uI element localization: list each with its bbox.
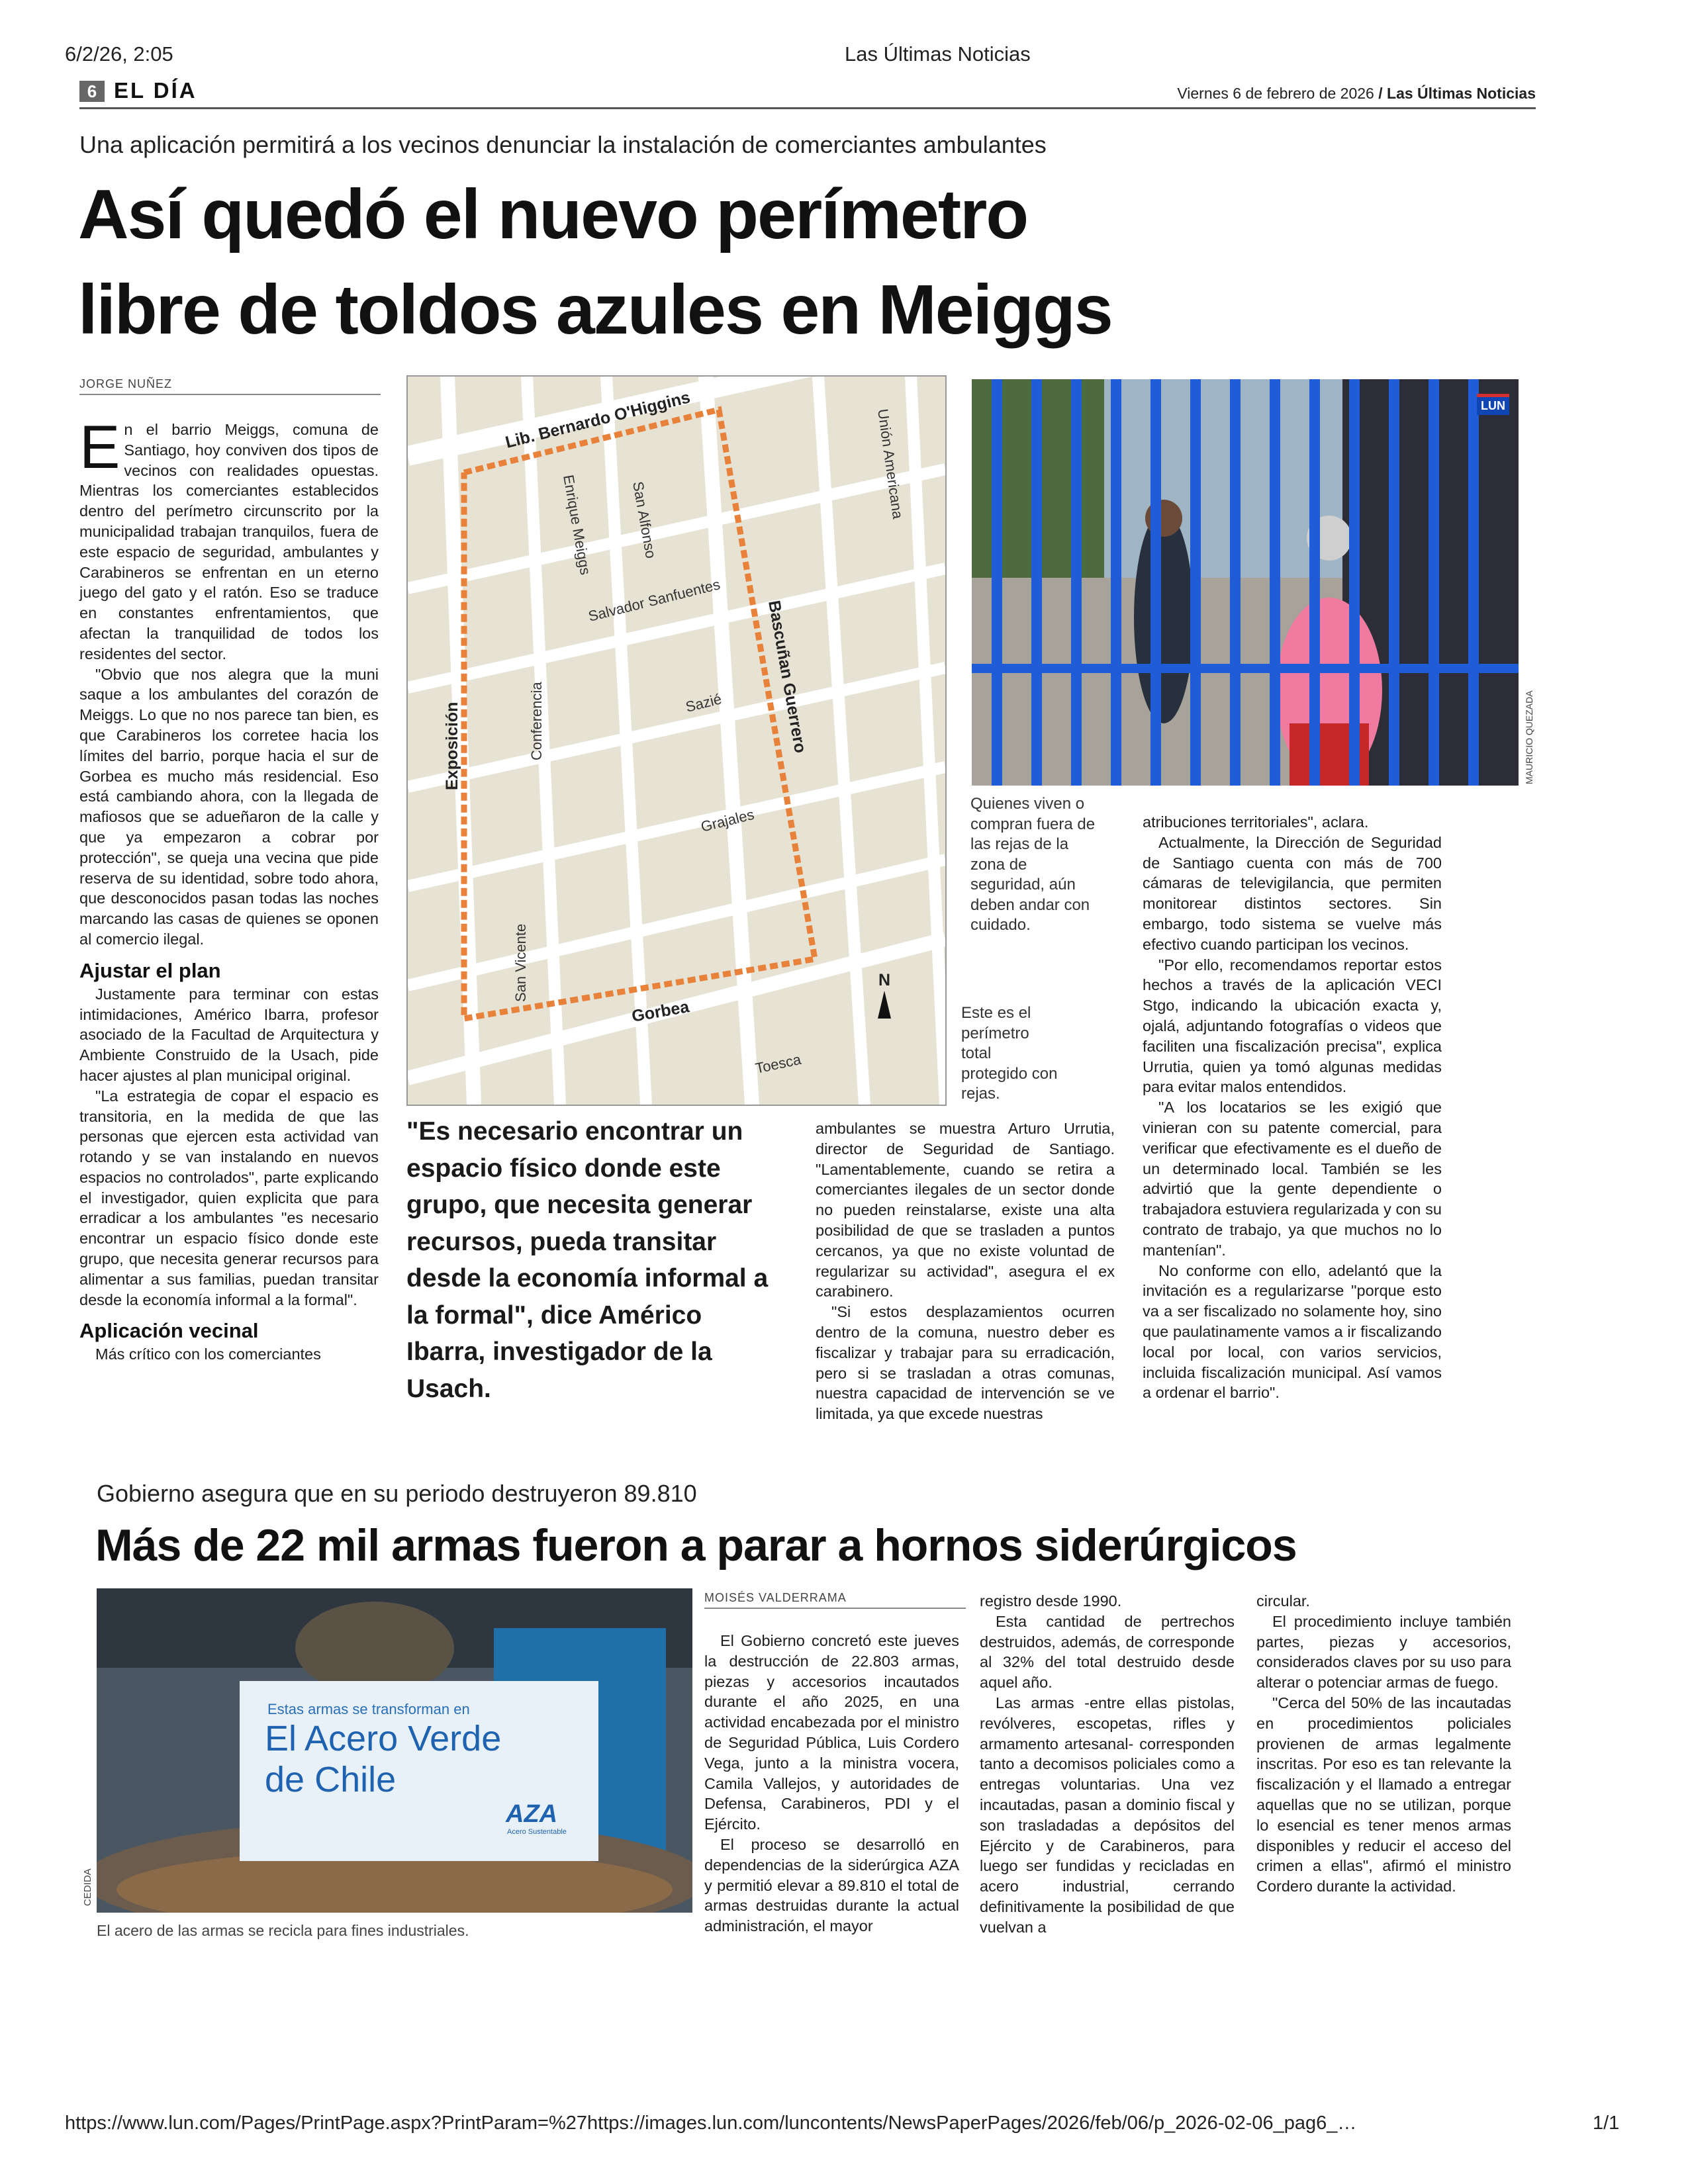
weapons-photo-caption: El acero de las armas se recicla para fines industriales.	[97, 1922, 469, 1939]
weapons-photo	[97, 1588, 692, 1913]
street-ohiggins: Lib. Bernardo O'Higgins	[503, 388, 692, 452]
article1-col3-paragraph-2: "Si estos desplazamientos ocurren dentro de la comuna, nuestro deber es fiscalizar y trabajar para su erradicación, pero si se trasladan a otras comunas, nuestra capacidad de intervención se ve limitada, ya que excede nuestras	[816, 1303, 1115, 1423]
page-number: 6	[79, 81, 105, 102]
article1-paragraph-3: Justamente para terminar con estas intimidaciones, Américo Ibarra, profesor asociado de la Facultad de Arquitectura y Ambiente Construido de la Usach, pide hacer ajustes al plan municipal original.	[79, 985, 379, 1084]
aza-banner	[240, 1681, 598, 1861]
article2-kicker: Gobierno asegura que en su periodo destruyeron 89.810	[97, 1480, 697, 1507]
street-san-vicente: San Vicente	[512, 923, 529, 1002]
article2-column-1	[704, 1631, 959, 1936]
article2-col2-paragraph-2: Esta cantidad de pertrechos destruidos, además, de corresponde al 32% del total destruido desde aquel año.	[980, 1612, 1235, 1692]
article1-headline-line2: libre de toldos azules en Meiggs	[78, 271, 1112, 349]
lun-badge: LUN	[1477, 394, 1509, 415]
article1-byline: JORGE NUÑEZ	[79, 377, 381, 395]
masthead-separator: /	[1378, 85, 1383, 102]
article2-col3-paragraph-2: El procedimiento incluye también partes, piezas y accesorios, considerados claves por su uso para alterar o potenciar armas de fuego.	[1256, 1612, 1511, 1692]
article1-col4-paragraph-1: atribuciones territoriales", aclara.	[1143, 813, 1369, 831]
masthead	[79, 78, 1536, 109]
section-name: EL DÍA	[114, 78, 197, 103]
article1-paragraph-4: "La estrategia de copar el espacio es transitoria, en la medida de que las personas que ejercen esta actividad van rotando y se van instalando en nuevos espacios no controlados", parte explicando el investigador, quien explicita que para erradicar a los ambulantes "es necesario encontrar un espacio físico donde este grupo, que necesita generar recursos para alimentar a sus familias, puedan transitar desde la economía informal a la formal".	[79, 1087, 379, 1308]
north-arrow	[878, 971, 891, 1019]
street-salvador-sanfuentes: Salvador Sanfuentes	[586, 576, 722, 625]
article1-column-4	[1143, 812, 1442, 1403]
article1-subhead-2: Aplicación vecinal	[79, 1319, 259, 1343]
article1-paragraph-5: Más crítico con los comerciantes	[95, 1345, 321, 1363]
north-label: N	[878, 971, 891, 989]
article1-paragraph-2: "Obvio que nos alegra que la muni saque a los ambulantes del corazón de Meiggs. Lo que no nos parece tan bien, es que Carabineros los corretee hacia los límites del barrio, porque hacia el sur de Gorbea es mucho más residencial. Eso está cambiando ahora, con la llegada de mafiosos que se adueñaron de la calle y que ya empezaron a cobrar por protección", se queja una vecina que pide reserva de su identidad, sobre todo ahora, que desconocidos pasan todas las noches marcando las casas de quienes se oponen al comercio ilegal.	[79, 665, 379, 948]
print-datetime: 6/2/26, 2:05	[65, 42, 173, 66]
masthead-paper: Las Últimas Noticias	[1387, 85, 1536, 102]
article2-byline: MOISÉS VALDERRAMA	[704, 1591, 966, 1609]
map-graphic	[408, 377, 945, 1105]
print-site-title: Las Últimas Noticias	[845, 42, 1031, 66]
street-exposicion: Exposición	[443, 702, 461, 790]
article1-col4-paragraph-4: "A los locatarios se les exigió que vinieran con su patente comercial, para verificar que efectivamente es el dueño de un determinado local. También se les advirtió que la gente dependiente o trabajadora estuviera regularizada y con su contrato de trabajo, ya que muchos no lo mantenían".	[1143, 1099, 1442, 1259]
gate-photo	[972, 379, 1519, 786]
street-union-americana: Unión Americana	[874, 408, 907, 520]
article1-col3-paragraph-1: ambulantes se muestra Arturo Urrutia, director de Seguridad de Santiago. "Lamentablemente, cuando se retira a comerciantes ilegales de un sector donde no pueden reinstalarse, existe una alta posibilidad de que se trasladen a puntos cercanos, ya que no existe voluntad de regularizar su actividad", asegura el ex carabinero.	[816, 1120, 1115, 1300]
weapons-photo-credit: CEDIDA	[82, 1868, 93, 1906]
street-sazie: Sazié	[684, 690, 724, 715]
article1-column-1	[79, 414, 379, 1365]
banner-line-1: El Acero Verde	[265, 1719, 502, 1758]
gate-photo-caption: Quienes viven o compran fuera de las rejas de la zona de seguridad, aún deben andar con cuidado.	[970, 795, 1096, 934]
gate-photo-credit: MAURICIO QUEZADA	[1524, 690, 1534, 784]
article2-column-2	[980, 1591, 1235, 1938]
article2-col1-paragraph-1: El Gobierno concretó este jueves la destrucción de 22.803 armas, piezas y accesorios incautados durante el año 2025, en una actividad encabezada por el ministro de Seguridad Pública, Luis Cordero Vega, junto a la ministra vocera, Camila Vallejos, y autoridades de Defensa, Carabineros, PDI y el Ejército.	[704, 1632, 959, 1833]
article2-col3-paragraph-3: "Cerca del 50% de las incautadas en procedimientos policiales provienen de armas legalmente inscritas. Por eso es tan relevante la fiscalización y el llamado a entregar aquellas que no se utilizan, porque lo esencial es tener menos armas disponibles y reducir el acceso del crimen a ellas", afirmó el ministro Cordero durante la actividad.	[1256, 1694, 1511, 1895]
perimeter-map	[406, 375, 947, 1106]
masthead-date-line	[1177, 85, 1536, 103]
article2-col1-paragraph-2: El proceso se desarrolló en dependencias de la siderúrgica AZA y permitió elevar a 89.810 el total de armas destruidas durante la actual administración, el mayor	[704, 1835, 959, 1935]
aza-logo: AZA	[506, 1800, 558, 1828]
street-conferencia: Conferencia	[528, 682, 545, 760]
aza-logo-sub: Acero Sustentable	[507, 1828, 567, 1836]
print-footer-url[interactable]: https://www.lun.com/Pages/PrintPage.aspx?PrintParam=%27https://images.lun.com/luncontents/NewsPaperPages/2026/feb/06/p_2026-02-06_pag6_…	[65, 2113, 1357, 2134]
masthead-date: Viernes 6 de febrero de 2026	[1177, 85, 1374, 102]
article1-paragraph-1: En el barrio Meiggs, comuna de Santiago, hoy conviven dos tipos de vecinos con realidades opuestas. Mientras los comerciantes establecidos dentro del perímetro circunscrito por la municipalidad trabajan tranquilos, fuera de este espacio de seguridad, ambulantes y Carabineros se enfrentan en un eterno juego del gato y el ratón. Eso se traduce en constantes enfrentamientos, que afectan la tranquilidad de todos los residentes del sector.	[79, 414, 379, 662]
article1-col4-paragraph-2: Actualmente, la Dirección de Seguridad de Santiago cuenta con más de 700 cámaras de televigilancia, que permiten monitorear distintos sectores. Sin embargo, todo sistema se vuelve más efectivo cuando participan los vecinos.	[1143, 833, 1442, 953]
street-toesca: Toesca	[753, 1050, 803, 1077]
article1-column-3	[816, 1118, 1115, 1424]
article1-pull-quote: "Es necesario encontrar un espacio físico donde este grupo, que necesita generar recursos, pueda transitar desde la economía informal a la formal", dice Américo Ibarra, investigador de la Usach.	[406, 1117, 769, 1403]
banner-small-text: Estas armas se transforman en	[267, 1701, 470, 1717]
map-caption: Este es el perímetro total protegido con rejas.	[961, 1004, 1058, 1103]
street-san-alfonso: San Alfonso	[630, 480, 660, 560]
drop-cap: E	[79, 414, 120, 481]
article2-col2-paragraph-1: registro desde 1990.	[980, 1592, 1122, 1610]
banner-line-2: de Chile	[265, 1760, 397, 1799]
street-gorbea: Gorbea	[630, 997, 691, 1026]
article2-column-3	[1256, 1591, 1511, 1897]
street-grajales: Grajales	[699, 805, 756, 835]
article1-subhead-1: Ajustar el plan	[79, 958, 221, 982]
article1-kicker: Una aplicación permitirá a los vecinos denunciar la instalación de comerciantes ambulantes	[79, 131, 1047, 158]
print-page-count: 1/1	[1593, 2113, 1620, 2134]
gate-photo-graphic	[972, 379, 1519, 786]
article2-col2-paragraph-3: Las armas -entre ellas pistolas, revólveres, escopetas, rifles y armamento artesanal- corresponden tanto a decomisos policiales como a entregas voluntarias. Una vez incautadas, pasan a dominio fiscal y son trasladadas a depósitos del Ejército y de Carabineros, para luego ser fundidas y recicladas en acero industrial, cerrando definitivamente la posibilidad de que vuelvan a	[980, 1694, 1235, 1936]
article1-col4-paragraph-5: No conforme con ello, adelantó que la invitación es a regularizarse "porque esto va a ser fiscalizado no solamente hoy, sino que paulatinamente vamos a ir fiscalizando local por local, con varios servicios, incluida fiscalización municipal. Así vamos a ordenar el barrio".	[1143, 1261, 1442, 1402]
article1-headline-line1: Así quedó el nuevo perímetro	[78, 175, 1028, 253]
street-enrique-meiggs: Enrique Meiggs	[560, 473, 594, 576]
article2-col3-paragraph-1: circular.	[1256, 1592, 1310, 1610]
street-bascunan-guerrero: Bascuñan Guerrero	[765, 599, 810, 754]
article1-col4-paragraph-3: "Por ello, recomendamos reportar estos hechos a través de la aplicación VECI Stgo, indicando la ubicación exacta y, ojalá, adjuntando fotografías o videos que faciliten una fiscalización precisa", explica Urrutia, quien ya tomó algunas medidas para evitar malos entendidos.	[1143, 956, 1442, 1096]
article2-headline: Más de 22 mil armas fueron a parar a hornos siderúrgicos	[95, 1520, 1297, 1570]
